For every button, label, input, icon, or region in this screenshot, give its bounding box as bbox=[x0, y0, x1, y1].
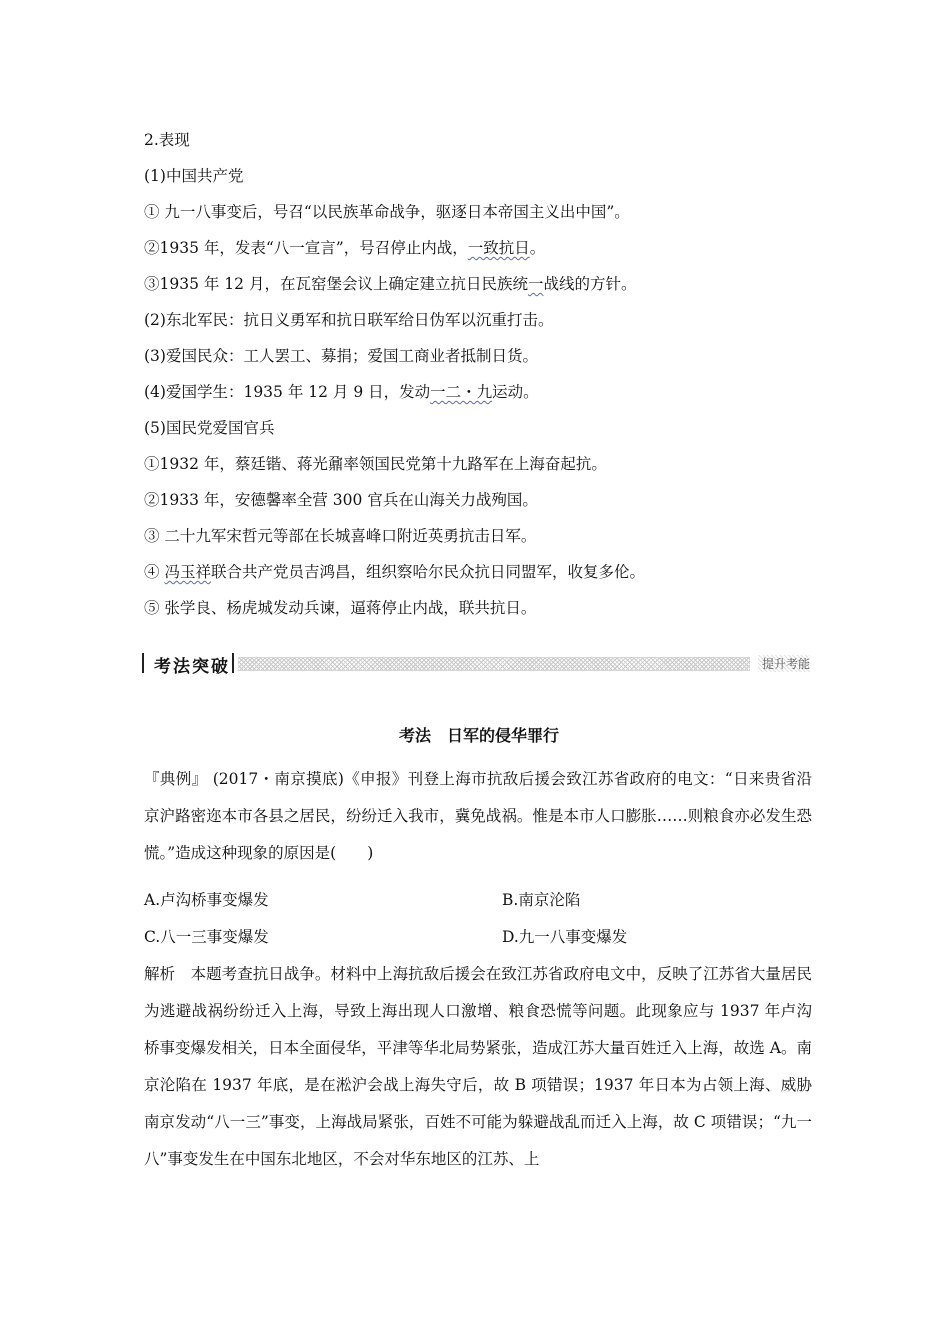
students-item: (4)爱国学生：1935 年 12 月 9 日，发动一二・九运动。 bbox=[144, 383, 539, 401]
kmt-item-5: ⑤ 张学良、杨虎城发动兵谏，逼蒋停止内战，联共抗日。 bbox=[144, 599, 537, 617]
analysis-text: 解析 本题考查抗日战争。材料中上海抗敌后援会在致江苏省政府电文中，反映了江苏省大量居民为逃避战祸纷纷迁入上海，导致上海出现人口激增、粮食恐慌等问题。此现象应与 1937 年卢沟桥事变爆发相关，日本全面侵华，平津等华北局势紧张，造成江苏大量百姓迁入上海，故选 A。南京沦陷在 1937 年底，是在淞沪会战上海失守后，故 B 项错误；1937 年日本为占领上海、威胁南京发动“八一三”事变，上海战局紧张，百姓不可能为躲避战乱而迁入上海，故 C 项错误；“九一八”事变发生在中国东北地区，不会对华东地区的江苏、上 bbox=[144, 965, 812, 1168]
kmt-item-4: ④ 冯玉祥联合共产党员吉鸿昌，组织察哈尔民众抗日同盟军，收复多伦。 bbox=[144, 563, 645, 581]
northeast-item: (2)东北军民：抗日义勇军和抗日联军给日伪军以沉重打击。 bbox=[144, 311, 554, 329]
option-d: D.九一八事变爆发 bbox=[502, 928, 628, 946]
kmt-item-1: ①1932 年，蔡廷锴、蒋光鼐率领国民党第十九路军在上海奋起抗。 bbox=[144, 455, 607, 473]
section-banner bbox=[142, 651, 810, 675]
banner-left-bar bbox=[142, 653, 144, 673]
option-b: B.南京沦陷 bbox=[502, 891, 581, 909]
cpc-item-1: ① 九一八事变后，号召“以民族革命战争，驱逐日本帝国主义出中国”。 bbox=[144, 203, 630, 221]
example-question: 『典例』 (2017・南京摸底)《申报》刊登上海市抗敌后援会致江苏省政府的电文：“日来贵省沿京沪路密迩本市各县之居民，纷纷迁入我市，冀免战祸。惟是本市人口膨胀……则粮食亦必发生恐慌。”造成这种现象的原因是( ) bbox=[144, 770, 812, 862]
section-heading: 2.表现 bbox=[144, 131, 190, 149]
banner-subtitle: 提升考能 bbox=[758, 655, 810, 672]
kmt-item-3: ③ 二十九军宋哲元等部在长城喜峰口附近英勇抗击日军。 bbox=[144, 527, 537, 545]
option-a: A.卢沟桥事变爆发 bbox=[144, 891, 269, 909]
emphasis-text: 一 bbox=[527, 275, 544, 293]
cpc-item-3: ③1935 年 12 月，在瓦窑堡会议上确定建立抗日民族统一战线的方针。 bbox=[144, 275, 637, 293]
emphasis-text: 一二・九 bbox=[430, 383, 493, 401]
kmt-heading: (5)国民党爱国官兵 bbox=[144, 419, 275, 437]
method-heading: 考法 日军的侵华罪行 bbox=[398, 726, 559, 745]
cpc-item-2: ②1935 年，发表“八一宣言”，号召停止内战，一致抗日。 bbox=[144, 239, 546, 257]
banner-divider-bar bbox=[232, 653, 234, 673]
emphasis-text: 冯玉祥 bbox=[164, 563, 211, 581]
cpc-heading: (1)中国共产党 bbox=[144, 167, 244, 185]
kmt-item-2: ②1933 年，安德馨率全营 300 官兵在山海关力战殉国。 bbox=[144, 491, 538, 509]
banner-title: 考法突破 bbox=[154, 657, 230, 677]
emphasis-text: 一致抗日 bbox=[467, 239, 530, 257]
banner-pattern-strip bbox=[238, 657, 750, 671]
option-c: C.八一三事变爆发 bbox=[144, 928, 269, 946]
people-item: (3)爱国民众：工人罢工、募捐；爱国工商业者抵制日货。 bbox=[144, 347, 538, 365]
